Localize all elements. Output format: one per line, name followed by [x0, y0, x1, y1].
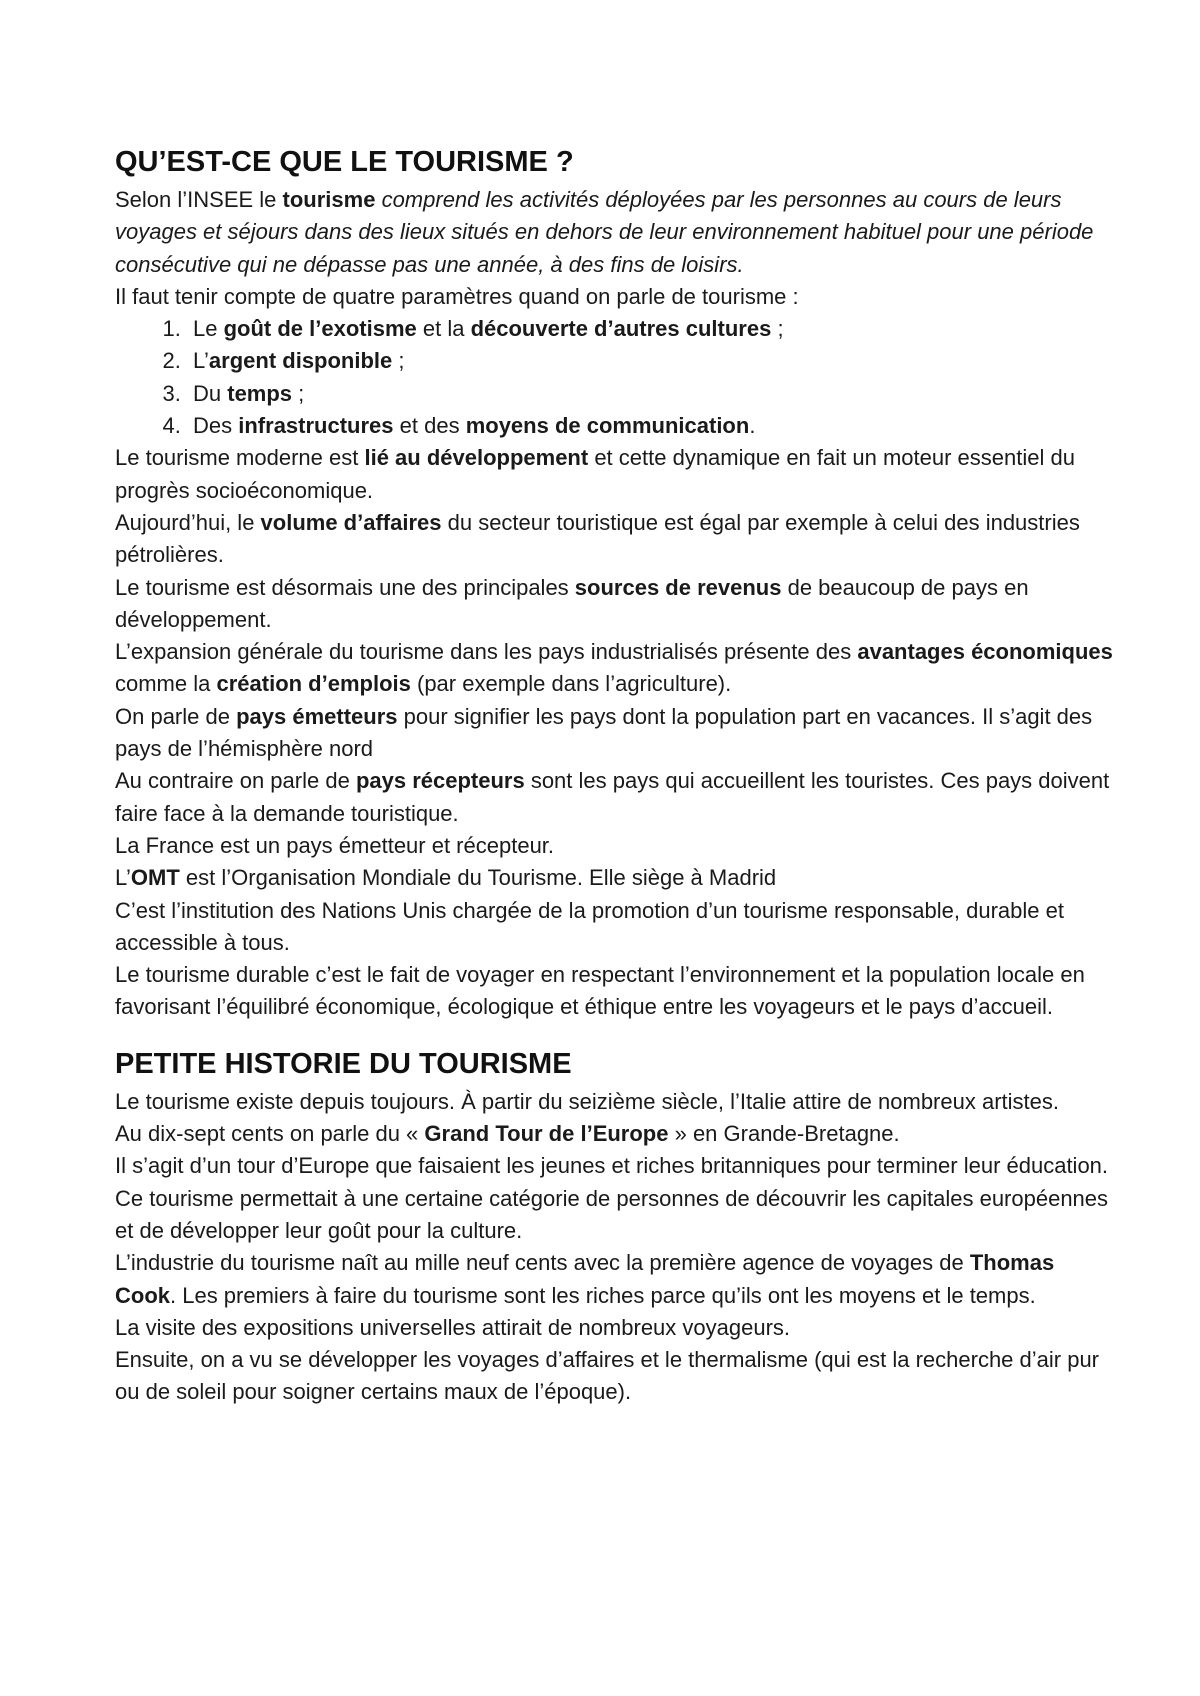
- section-what-is-tourism: [115, 140, 1115, 1024]
- definition-term: tourisme: [282, 187, 376, 212]
- paragraph: La visite des expositions universelles attirait de nombreux voyageurs.: [115, 1314, 791, 1340]
- bold-run: Grand Tour de l’Europe: [424, 1121, 669, 1147]
- paragraph: [115, 701, 1115, 766]
- text-run: Le tourisme moderne est: [115, 445, 365, 471]
- bold-run: infrastructures: [238, 413, 394, 439]
- paragraph: C’est l’institution des Nations Unis chargée de la promotion d’un tourisme responsable, durable et accessible à tous.: [115, 897, 1064, 955]
- list-item: [187, 345, 1115, 377]
- text-run: et des: [393, 413, 466, 439]
- text-run: ;: [292, 380, 305, 406]
- bold-run: OMT: [130, 865, 180, 891]
- section-tourism-history: [115, 1042, 1115, 1409]
- bold-run: goût de l’exotisme: [223, 316, 417, 342]
- list-item: [187, 378, 1115, 410]
- text-run: ;: [392, 348, 405, 374]
- insee-definition: [115, 184, 1115, 281]
- section-title: PETITE HISTORIE DU TOURISME: [115, 1047, 572, 1080]
- definition-text: comprend les activités déployées par les personnes au cours de leurs voyages et séjours dans des lieux situés en dehors de leur environnement habituel pour une période consécutive qui ne dépasse pas une année, à des fins de loisirs.: [115, 187, 1094, 277]
- text-run: .: [749, 413, 756, 439]
- paragraph: [115, 862, 1115, 894]
- paragraph: Ensuite, on a vu se développer les voyages d’affaires et le thermalisme (qui est la recherche d’air pur ou de soleil pour soigner certains maux de l’époque).: [115, 1347, 1100, 1405]
- paragraph: [115, 507, 1115, 572]
- text-run: Des: [193, 413, 239, 439]
- text-run: et cette dynamique en fait un moteur essentiel du progrès socioéconomique.: [115, 445, 1075, 503]
- text-run: L’: [193, 348, 209, 374]
- text-run: Du: [193, 380, 228, 406]
- text-run: comme la: [115, 671, 217, 697]
- bold-run: lié au développement: [364, 445, 589, 471]
- paragraph: [115, 636, 1115, 701]
- text-run: ;: [771, 316, 784, 342]
- bold-run: découverte d’autres cultures: [470, 316, 772, 342]
- text-run: Au contraire on parle de: [115, 768, 356, 794]
- paragraph: [115, 765, 1115, 830]
- bold-run: temps: [227, 380, 293, 406]
- params-intro: Il faut tenir compte de quatre paramètres quand on parle de tourisme :: [115, 283, 799, 309]
- paragraph: [115, 442, 1115, 507]
- text-run: est l’Organisation Mondiale du Tourisme. Elle siège à Madrid: [179, 865, 777, 891]
- text-run: et la: [416, 316, 471, 342]
- text-run: Au dix-sept cents on parle du «: [115, 1121, 425, 1147]
- bold-run: argent disponible: [208, 348, 393, 374]
- paragraph: [115, 1118, 1115, 1150]
- paragraph: [115, 572, 1115, 637]
- text-run: sont les pays qui accueillent les touristes. Ces pays doivent faire face à la demande touristique.: [115, 768, 1110, 826]
- text-run: » en Grande-Bretagne.: [668, 1121, 900, 1147]
- text-run: Le tourisme est désormais une des principales: [115, 574, 575, 600]
- bold-run: avantages économiques: [857, 639, 1113, 665]
- list-item: [187, 313, 1115, 345]
- text-run: Aujourd’hui, le: [115, 509, 261, 535]
- paragraph: [115, 1247, 1115, 1312]
- paragraph: Le tourisme durable c’est le fait de voyager en respectant l’environnement et la population locale en favorisant l’équilibré économique, écologique et éthique entre les voyageurs et le pays d’accueil.: [115, 962, 1085, 1020]
- bold-run: pays émetteurs: [236, 703, 398, 729]
- bold-run: moyens de communication: [465, 413, 750, 439]
- text-run: Le: [193, 316, 224, 342]
- text-run: . Les premiers à faire du tourisme sont les riches parce qu’ils ont les moyens et le temps.: [170, 1282, 1036, 1308]
- paragraph: Il s’agit d’un tour d’Europe que faisaient les jeunes et riches britanniques pour terminer leur éducation.: [115, 1153, 1109, 1179]
- bold-run: pays récepteurs: [355, 768, 525, 794]
- section-title: QU’EST-CE QUE LE TOURISME ?: [115, 146, 574, 178]
- bold-run: sources de revenus: [574, 574, 782, 600]
- text-run: L’industrie du tourisme naît au mille neuf cents avec la première agence de voyages de: [115, 1250, 970, 1276]
- text-run: de beaucoup de pays en développement.: [115, 574, 1029, 632]
- text-run: On parle de: [115, 703, 237, 729]
- bold-run: Thomas Cook: [115, 1250, 1055, 1308]
- text-run: L’expansion générale du tourisme dans les pays industrialisés présente des: [115, 639, 858, 665]
- text-run: (par exemple dans l’agriculture).: [410, 671, 732, 697]
- text-run: L’: [115, 865, 131, 891]
- text-run: du secteur touristique est égal par exemple à celui des industries pétrolières.: [115, 509, 1080, 568]
- params-list: [115, 313, 1115, 442]
- paragraph: La France est un pays émetteur et récepteur.: [115, 832, 555, 858]
- list-item: [187, 410, 1115, 442]
- text-run: pour signifier les pays dont la population part en vacances. Il s’agit des pays de l’hémisphère nord: [115, 703, 1093, 762]
- paragraph: Le tourisme existe depuis toujours. À partir du seizième siècle, l’Italie attire de nombreux artistes.: [115, 1088, 1059, 1114]
- definition-prefix: Selon l’INSEE le: [115, 187, 283, 212]
- document-page: [115, 140, 1115, 1409]
- paragraph: Ce tourisme permettait à une certaine catégorie de personnes de découvrir les capitales européennes et de développer leur goût pour la culture.: [115, 1185, 1109, 1243]
- bold-run: création d’emplois: [216, 671, 411, 697]
- bold-run: volume d’affaires: [260, 509, 442, 535]
